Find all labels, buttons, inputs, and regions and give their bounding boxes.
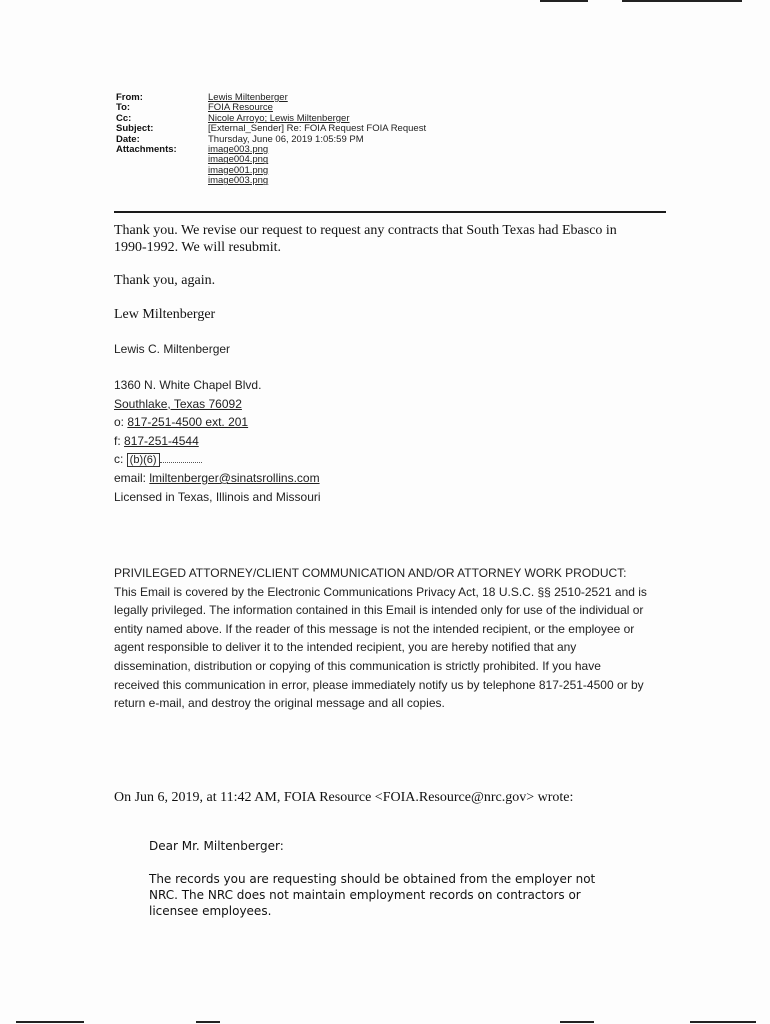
attachments-list: [208, 145, 268, 187]
disclaimer-line: agent responsible to deliver it to the intended recipient, you are hereby notified that any: [114, 640, 577, 655]
scan-edge-line: [540, 0, 588, 2]
body-thanks: Thank you, again.: [114, 273, 216, 288]
quoted-line: The records you are requesting should be obtained from the employer not: [149, 872, 596, 886]
body-line: Thank you. We revise our request to request any contracts that South Texas had Ebasco in: [114, 223, 617, 238]
fax-link[interactable]: 817-251-4544: [124, 433, 199, 448]
attachments-label: Attachments:: [116, 144, 177, 156]
quoted-line: NRC. The NRC does not maintain employment records on contractors or: [149, 888, 581, 902]
quoted-greeting: Dear Mr. Miltenberger:: [149, 839, 284, 853]
to-value: FOIA Resource: [208, 102, 273, 114]
scan-edge-line: [690, 1021, 756, 1023]
scan-edge-line: [622, 0, 742, 2]
signature-block: [114, 342, 321, 508]
office-phone-link[interactable]: 817-251-4500 ext. 201: [127, 415, 249, 430]
disclaimer-line: legally privileged. The information contained in this Email is intended only for use of the individual or: [114, 603, 644, 618]
quoted-intro: On Jun 6, 2019, at 11:42 AM, FOIA Resource <FOIA.Resource@nrc.gov> wrote:: [114, 790, 574, 805]
cc-label: Cc:: [116, 112, 132, 124]
attachment-link[interactable]: image003.png: [208, 175, 269, 187]
attachment-link[interactable]: image001.png: [208, 164, 269, 176]
quoted-body: [149, 871, 595, 919]
email-prefix: email:: [114, 470, 150, 485]
email-link[interactable]: lmiltenberger@sinatsrollins.com: [149, 470, 320, 485]
scan-edge-line: [16, 1021, 84, 1023]
scan-edge-line: [196, 1021, 220, 1023]
scan-edge-line: [560, 1021, 594, 1023]
body-line: 1990-1992. We will resubmit.: [114, 240, 281, 255]
message-body: [114, 223, 617, 256]
fax-prefix: f:: [114, 433, 125, 448]
redaction-dotted: [160, 462, 202, 463]
signature-name: Lewis C. Miltenberger: [114, 342, 231, 356]
office-prefix: o:: [114, 415, 128, 430]
signature-cell: [114, 452, 321, 471]
disclaimer-line: dissemination, distribution or copying of this communication is strictly prohibited. If you have: [114, 658, 601, 673]
subject-label: Subject:: [116, 123, 154, 135]
email-header: [116, 93, 426, 187]
body-signoff: Lew Miltenberger: [114, 307, 216, 322]
attachments-row: [116, 145, 426, 187]
cc-value: Nicole Arroyo; Lewis Miltenberger: [208, 112, 350, 124]
disclaimer-line: return e-mail, and destroy the original message and all copies.: [114, 696, 445, 711]
disclaimer-line: entity named above. If the reader of this message is not the intended recipient, or the employee or: [114, 621, 635, 636]
header-divider: [114, 211, 666, 213]
signature-email: [114, 471, 321, 490]
signature-licensed: Licensed in Texas, Illinois and Missouri: [114, 489, 321, 504]
from-label: From:: [116, 92, 143, 103]
from-value: Lewis Miltenberger: [208, 92, 288, 103]
signature-address2[interactable]: Southlake, Texas 76092: [114, 396, 242, 411]
date-value: Thursday, June 06, 2019 1:05:59 PM: [208, 133, 364, 145]
signature-address1: 1360 N. White Chapel Blvd.: [114, 378, 262, 392]
signature-fax: [114, 434, 321, 453]
disclaimer-line: PRIVILEGED ATTORNEY/CLIENT COMMUNICATION AND/OR ATTORNEY WORK PRODUCT:: [114, 566, 627, 580]
cell-prefix: c:: [114, 452, 127, 467]
subject-value: [External_Sender] Re: FOIA Request FOIA Request: [208, 123, 427, 135]
to-label: To:: [116, 102, 131, 114]
signature-office: [114, 415, 321, 434]
attachment-link[interactable]: image003.png: [208, 144, 269, 156]
redaction-box: (b)(6): [127, 453, 160, 467]
disclaimer-block: [114, 566, 647, 715]
quoted-line: licensee employees.: [149, 904, 272, 918]
date-label: Date:: [116, 133, 140, 145]
disclaimer-line: This Email is covered by the Electronic Communications Privacy Act, 18 U.S.C. §§ 2510-2521 and is: [114, 584, 647, 599]
disclaimer-line: received this communication in error, please immediately notify us by telephone 817-251-4500 or by: [114, 677, 644, 692]
attachment-link[interactable]: image004.png: [208, 154, 269, 166]
